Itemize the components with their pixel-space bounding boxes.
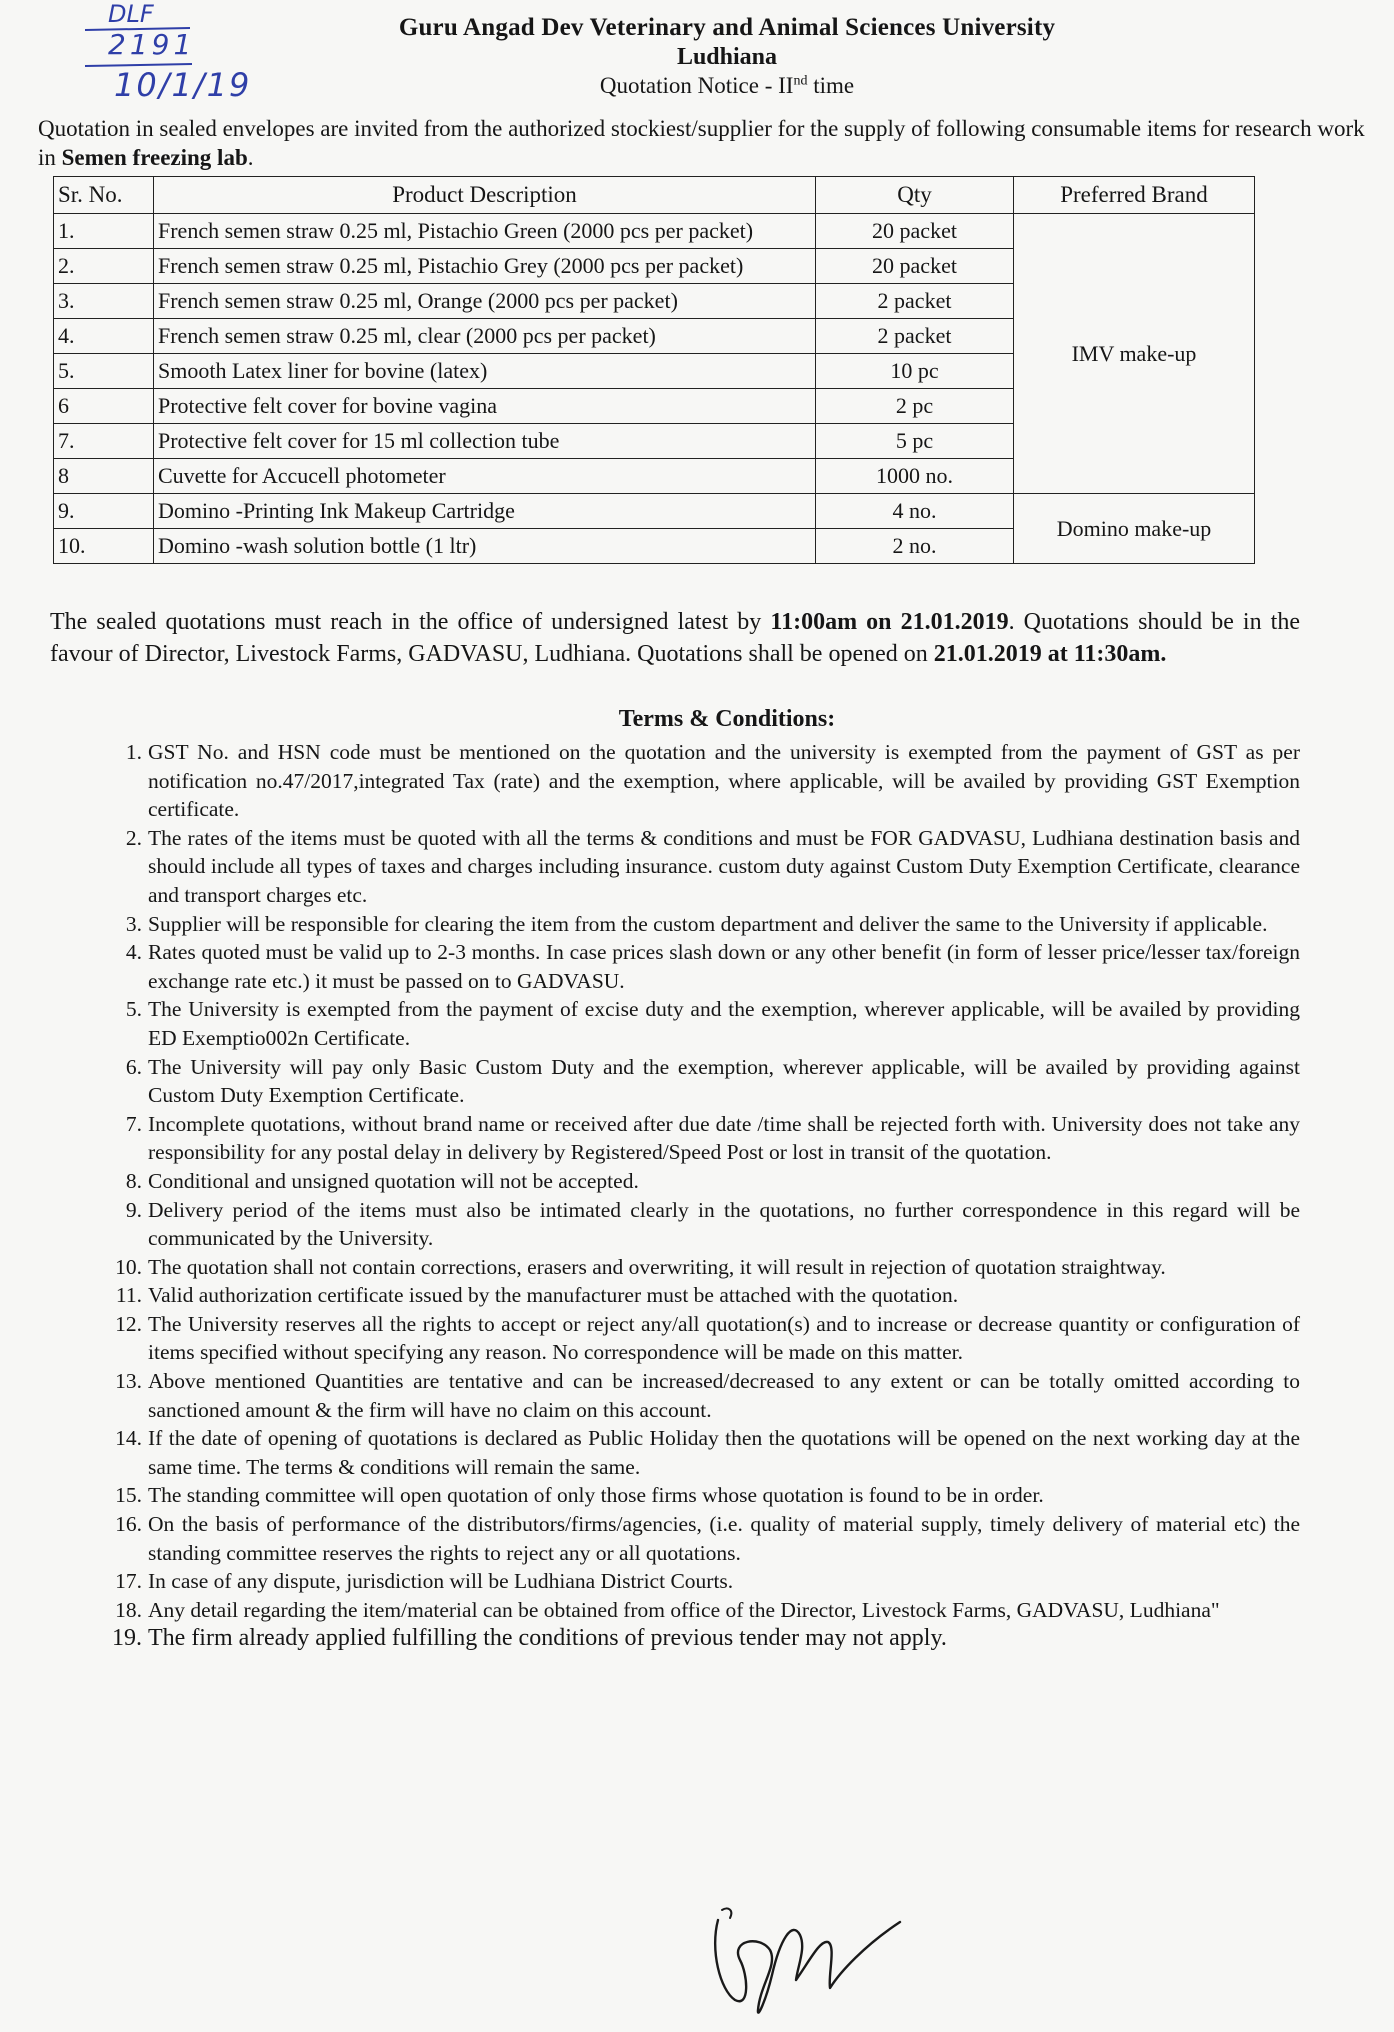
- intro-paragraph: [38, 114, 1368, 172]
- cell-sr: 3.: [54, 284, 154, 319]
- university-name: Guru Angad Dev Veterinary and Animal Sciences University: [398, 14, 1056, 41]
- term-text: On the basis of performance of the distributors/firms/agencies, (i.e. quality of material supply, timely delivery of material etc) the standing committee reserves the rights to reject any or all quotations.: [148, 1512, 1300, 1565]
- cell-qty: 1000 no.: [816, 459, 1014, 494]
- intro-bold: Semen freezing lab: [61, 145, 248, 170]
- cell-qty: 20 packet: [816, 214, 1014, 249]
- term-item: [90, 1053, 1300, 1110]
- header-sr-no: Sr. No.: [54, 177, 154, 214]
- term-number: 8.: [125, 1168, 142, 1193]
- cell-qty: 2 packet: [816, 284, 1014, 319]
- cell-desc: French semen straw 0.25 ml, clear (2000 pcs per packet): [154, 319, 816, 354]
- term-text: The University is exempted from the payment of excise duty and the exemption, wherever applicable, will be availed by providing ED Exemptio002n Certificate.: [148, 997, 1300, 1050]
- term-item: [90, 1167, 1300, 1196]
- cell-sr: 10.: [54, 529, 154, 564]
- term-text: In case of any dispute, jurisdiction will be Ludhiana District Courts.: [148, 1569, 734, 1594]
- notice-suffix: time: [807, 73, 855, 98]
- term-item: [90, 1596, 1300, 1625]
- intro-text: Quotation in sealed envelopes are invited from the authorized stockiest/supplier for the supply of following consumable items for research work in: [38, 116, 1365, 170]
- term-item: [90, 738, 1300, 824]
- term-item: [90, 1481, 1300, 1510]
- notice-sup: nd: [793, 73, 808, 89]
- opening-time: 21.01.2019 at 11:30am.: [933, 641, 1167, 667]
- cell-sr: 1.: [54, 214, 154, 249]
- signature: [700, 1880, 930, 2020]
- term-number: 7.: [125, 1111, 142, 1136]
- term-item: [90, 824, 1300, 910]
- deadline-paragraph: [50, 606, 1300, 670]
- cell-sr: 6: [54, 389, 154, 424]
- term-text: The standing committee will open quotation of only those firms whose quotation is found to be in order.: [148, 1483, 1044, 1508]
- term-text: Conditional and unsigned quotation will not be accepted.: [148, 1168, 639, 1193]
- term-text: Rates quoted must be valid up to 2-3 months. In case prices slash down or any other benefit (in form of lesser price/lesser tax/foreign exchange rate etc.) it must be passed on to GADVASU.: [148, 940, 1300, 993]
- document-header: [0, 14, 1394, 99]
- term-text: GST No. and HSN code must be mentioned on the quotation and the university is exempted from the payment of GST as per notification no.47/2017,integrated Tax (rate) and the exemption, where applicable, will be availed by providing GST Exemption certificate.: [148, 740, 1300, 822]
- term-item: [90, 1424, 1300, 1481]
- term-number: 10.: [115, 1254, 142, 1279]
- term-text: Valid authorization certificate issued by the manufacturer must be attached with the quotation.: [148, 1283, 959, 1308]
- cell-sr: 4.: [54, 319, 154, 354]
- term-number: 4.: [125, 940, 142, 965]
- term-number: 13.: [115, 1369, 142, 1394]
- table-row: [54, 494, 1255, 529]
- header-description: Product Description: [154, 177, 816, 214]
- deadline-time: 11:00am on 21.01.2019: [770, 609, 1009, 635]
- term-text: Above mentioned Quantities are tentative and can be increased/decreased to any extent or can be totally omitted according to sanctioned amount & the firm will have no claim on this account.: [148, 1369, 1300, 1422]
- terms-title: Terms & Conditions:: [618, 706, 836, 732]
- cell-qty: 2 no.: [816, 529, 1014, 564]
- term-item: [90, 910, 1300, 939]
- term-number: 19.: [112, 1625, 142, 1652]
- cell-desc: French semen straw 0.25 ml, Orange (2000 pcs per packet): [154, 284, 816, 319]
- term-item: [90, 1253, 1300, 1282]
- notice-prefix: Quotation Notice - II: [599, 73, 794, 98]
- term-item: [90, 1196, 1300, 1253]
- term-item: [90, 1567, 1300, 1596]
- deadline-text-1: The sealed quotations must reach in the office of undersigned latest by: [50, 609, 771, 635]
- cell-qty: 20 packet: [816, 249, 1014, 284]
- term-number: 16.: [115, 1512, 142, 1537]
- header-qty: Qty: [816, 177, 1014, 214]
- term-text: The University will pay only Basic Custom Duty and the exemption, wherever applicable, will be availed by providing against Custom Duty Exemption Certificate.: [148, 1054, 1300, 1108]
- cell-brand-domino: Domino make-up: [1014, 494, 1255, 564]
- term-item: [90, 995, 1300, 1052]
- term-number: 17.: [115, 1569, 142, 1594]
- hw-line-3: 10/1/19: [114, 66, 252, 104]
- term-text: The quotation shall not contain corrections, erasers and overwriting, it will result in rejection of quotation straightway.: [148, 1254, 1166, 1279]
- cell-qty: 10 pc: [816, 354, 1014, 389]
- term-item: [90, 1281, 1300, 1310]
- cell-qty: 5 pc: [816, 424, 1014, 459]
- cell-qty: 4 no.: [816, 494, 1014, 529]
- term-item: [90, 1110, 1300, 1167]
- cell-sr: 5.: [54, 354, 154, 389]
- cell-sr: 8: [54, 459, 154, 494]
- term-item: [90, 1510, 1300, 1567]
- term-number: 2.: [125, 825, 142, 850]
- deadline-text-2: . Quotations should be in the favour of Director, Livestock Farms, GADVASU, Ludhiana. Quotations shall be opened on: [50, 609, 1301, 667]
- terms-list: [90, 738, 1300, 1653]
- cell-desc: Cuvette for Accucell photometer: [154, 459, 816, 494]
- term-number: 5.: [125, 997, 142, 1022]
- term-number: 1.: [125, 740, 142, 764]
- cell-sr: 2.: [54, 249, 154, 284]
- cell-desc: Domino -wash solution bottle (1 ltr): [154, 529, 816, 564]
- term-number: 6.: [125, 1054, 142, 1079]
- term-item: [90, 1624, 1300, 1653]
- items-table: [53, 176, 1255, 564]
- cell-desc: French semen straw 0.25 ml, Pistachio Grey (2000 pcs per packet): [154, 249, 816, 284]
- term-text: Delivery period of the items must also be intimated clearly in the quotations, no further correspondence in this regard will be communicated by the University.: [148, 1197, 1300, 1251]
- term-number: 15.: [115, 1483, 142, 1508]
- cell-desc: Smooth Latex liner for bovine (latex): [154, 354, 816, 389]
- term-number: 18.: [115, 1597, 142, 1622]
- term-text: Any detail regarding the item/material can be obtained from office of the Director, Livestock Farms, GADVASU, Ludhiana": [148, 1597, 1220, 1622]
- term-text: Incomplete quotations, without brand name or received after due date /time shall be rejected forth with. University does not take any responsibility for any postal delay in delivery by Registered/Speed Post or lost in transit of the quotation.: [148, 1111, 1300, 1165]
- term-number: 9.: [125, 1197, 142, 1222]
- hw-line-2: 2191: [108, 28, 196, 61]
- table-row: [54, 214, 1255, 249]
- term-item: [90, 938, 1300, 995]
- term-number: 14.: [115, 1426, 142, 1451]
- term-number: 12.: [115, 1311, 142, 1336]
- university-city: Ludhiana: [676, 44, 778, 70]
- term-text: Supplier will be responsible for clearing the item from the custom department and deliver the same to the University if applicable.: [148, 911, 1268, 936]
- term-number: 3.: [125, 911, 142, 936]
- header-brand: Preferred Brand: [1014, 177, 1255, 214]
- term-item: [90, 1310, 1300, 1367]
- term-text: If the date of opening of quotations is declared as Public Holiday then the quotations will be opened on the next working day at the same time. The terms & conditions will remain the same.: [148, 1426, 1300, 1479]
- cell-sr: 9.: [54, 494, 154, 529]
- cell-desc: Protective felt cover for bovine vagina: [154, 389, 816, 424]
- table-header-row: [54, 177, 1255, 214]
- term-text: The University reserves all the rights to accept or reject any/all quotation(s) and to increase or decrease quantity or configuration of items specified without specifying any reason. No correspondence will be made on this matter.: [148, 1311, 1300, 1365]
- cell-sr: 7.: [54, 424, 154, 459]
- cell-qty: 2 pc: [816, 389, 1014, 424]
- term-text: The rates of the items must be quoted with all the terms & conditions and must be FOR GADVASU, Ludhiana destination basis and should include all types of taxes and charges including insurance. custom duty against Custom Duty Exemption Certificate, clearance and transport charges etc.: [148, 825, 1300, 907]
- signature-scribble: [700, 1880, 930, 2020]
- term-text: The firm already applied fulfilling the conditions of previous tender may not apply.: [148, 1625, 947, 1652]
- cell-desc: Protective felt cover for 15 ml collection tube: [154, 424, 816, 459]
- notice-title: [60, 73, 1394, 99]
- cell-desc: French semen straw 0.25 ml, Pistachio Green (2000 pcs per packet): [154, 214, 816, 249]
- cell-qty: 2 packet: [816, 319, 1014, 354]
- term-number: 11.: [115, 1283, 142, 1308]
- intro-end: .: [247, 145, 254, 170]
- cell-brand-imv: IMV make-up: [1014, 214, 1255, 494]
- term-item: [90, 1367, 1300, 1424]
- hw-line-1: DLF: [108, 0, 154, 28]
- cell-desc: Domino -Printing Ink Makeup Cartridge: [154, 494, 816, 529]
